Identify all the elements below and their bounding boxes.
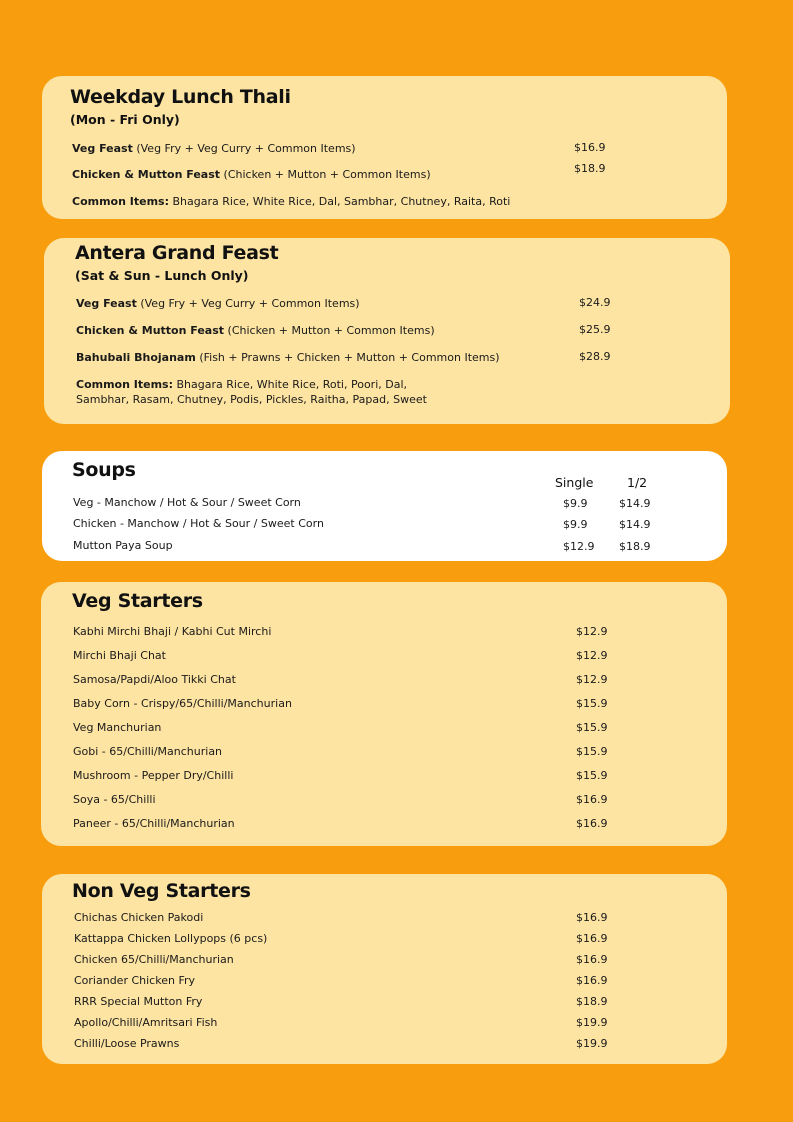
section-title: Non Veg Starters <box>72 880 251 902</box>
veg-starters-card <box>41 582 727 846</box>
item-price: $16.9 <box>574 141 606 154</box>
item-price: $15.9 <box>576 697 608 710</box>
item-price: $16.9 <box>576 974 608 987</box>
menu-item: Baby Corn - Crispy/65/Chilli/Manchurian <box>73 697 292 710</box>
menu-item: Chichas Chicken Pakodi <box>74 911 204 924</box>
menu-item: Apollo/Chilli/Amritsari Fish <box>74 1016 218 1029</box>
item-name: Chicken & Mutton Feast <box>72 168 221 181</box>
item-name: Chicken & Mutton Feast <box>76 324 225 337</box>
menu-item: Mirchi Bhaji Chat <box>73 649 166 662</box>
item-desc: (Veg Fry + Veg Curry + Common Items) <box>136 297 360 310</box>
item-price: $19.9 <box>576 1016 608 1029</box>
item-price: $19.9 <box>576 1037 608 1050</box>
item-price: $15.9 <box>576 721 608 734</box>
item-name: Bahubali Bhojanam <box>76 351 196 364</box>
menu-item: Coriander Chicken Fry <box>74 974 195 987</box>
item-price: $18.9 <box>576 995 608 1008</box>
item-price: $16.9 <box>576 817 608 830</box>
menu-item: RRR Special Mutton Fry <box>74 995 203 1008</box>
menu-item: Soya - 65/Chilli <box>73 793 156 806</box>
price-half: $14.9 <box>619 497 651 510</box>
item-name: Veg Feast <box>76 297 137 310</box>
menu-item: Gobi - 65/Chilli/Manchurian <box>73 745 223 758</box>
item-price: $16.9 <box>576 932 608 945</box>
item-price: $16.9 <box>576 911 608 924</box>
menu-item <box>76 324 435 337</box>
nonveg-starters-card <box>42 874 727 1064</box>
item-price: $12.9 <box>576 673 608 686</box>
item-price: $12.9 <box>576 649 608 662</box>
item-price: $28.9 <box>579 350 611 363</box>
menu-item: Chicken 65/Chilli/Manchurian <box>74 953 234 966</box>
column-header-half: 1/2 <box>627 475 648 490</box>
item-price: $15.9 <box>576 769 608 782</box>
menu-item <box>72 142 356 155</box>
menu-item <box>72 168 431 181</box>
item-price: $15.9 <box>576 745 608 758</box>
item-desc: (Fish + Prawns + Chicken + Mutton + Common Items) <box>195 351 500 364</box>
item-desc: (Chicken + Mutton + Common Items) <box>220 168 431 181</box>
item-price: $18.9 <box>574 162 606 175</box>
common-items-text: Bhagara Rice, White Rice, Dal, Sambhar, Chutney, Raita, Roti <box>169 195 511 208</box>
item-name: Veg Feast <box>72 142 133 155</box>
menu-item <box>76 297 360 310</box>
item-price: $24.9 <box>579 296 611 309</box>
soup-item: Veg - Manchow / Hot & Sour / Sweet Corn <box>73 496 301 509</box>
soup-item: Chicken - Manchow / Hot & Sour / Sweet Corn <box>73 517 324 530</box>
common-items-label: Common Items: <box>72 195 169 208</box>
item-price: $25.9 <box>579 323 611 336</box>
item-desc: (Chicken + Mutton + Common Items) <box>224 324 435 337</box>
section-subtitle: (Mon - Fri Only) <box>70 112 180 127</box>
price-half: $18.9 <box>619 540 651 553</box>
grand-feast-card <box>44 238 730 424</box>
common-items-text-line2: Sambhar, Rasam, Chutney, Podis, Pickles, Raitha, Papad, Sweet <box>76 393 427 406</box>
menu-item: Kattappa Chicken Lollypops (6 pcs) <box>74 932 268 945</box>
price-half: $14.9 <box>619 518 651 531</box>
section-title: Veg Starters <box>72 590 203 612</box>
menu-item: Paneer - 65/Chilli/Manchurian <box>73 817 235 830</box>
menu-item: Samosa/Papdi/Aloo Tikki Chat <box>73 673 236 686</box>
section-title: Antera Grand Feast <box>75 242 279 264</box>
soups-card <box>42 451 727 561</box>
item-desc: (Veg Fry + Veg Curry + Common Items) <box>132 142 356 155</box>
section-subtitle: (Sat & Sun - Lunch Only) <box>75 268 249 283</box>
menu-item: Mushroom - Pepper Dry/Chilli <box>73 769 234 782</box>
item-price: $16.9 <box>576 953 608 966</box>
price-single: $9.9 <box>563 518 588 531</box>
item-price: $12.9 <box>576 625 608 638</box>
item-price: $16.9 <box>576 793 608 806</box>
column-header-single: Single <box>555 475 594 490</box>
section-title: Weekday Lunch Thali <box>70 86 291 108</box>
common-items <box>72 195 510 208</box>
section-title: Soups <box>72 459 136 481</box>
menu-item: Veg Manchurian <box>73 721 162 734</box>
menu-item: Kabhi Mirchi Bhaji / Kabhi Cut Mirchi <box>73 625 272 638</box>
price-single: $9.9 <box>563 497 588 510</box>
weekday-thali-card <box>42 76 727 219</box>
common-items-text: Bhagara Rice, White Rice, Roti, Poori, Dal, <box>173 378 408 391</box>
price-single: $12.9 <box>563 540 595 553</box>
common-items-label: Common Items: <box>76 378 173 391</box>
soup-item: Mutton Paya Soup <box>73 539 173 552</box>
menu-item <box>76 351 500 364</box>
common-items <box>76 377 427 407</box>
menu-item: Chilli/Loose Prawns <box>74 1037 180 1050</box>
